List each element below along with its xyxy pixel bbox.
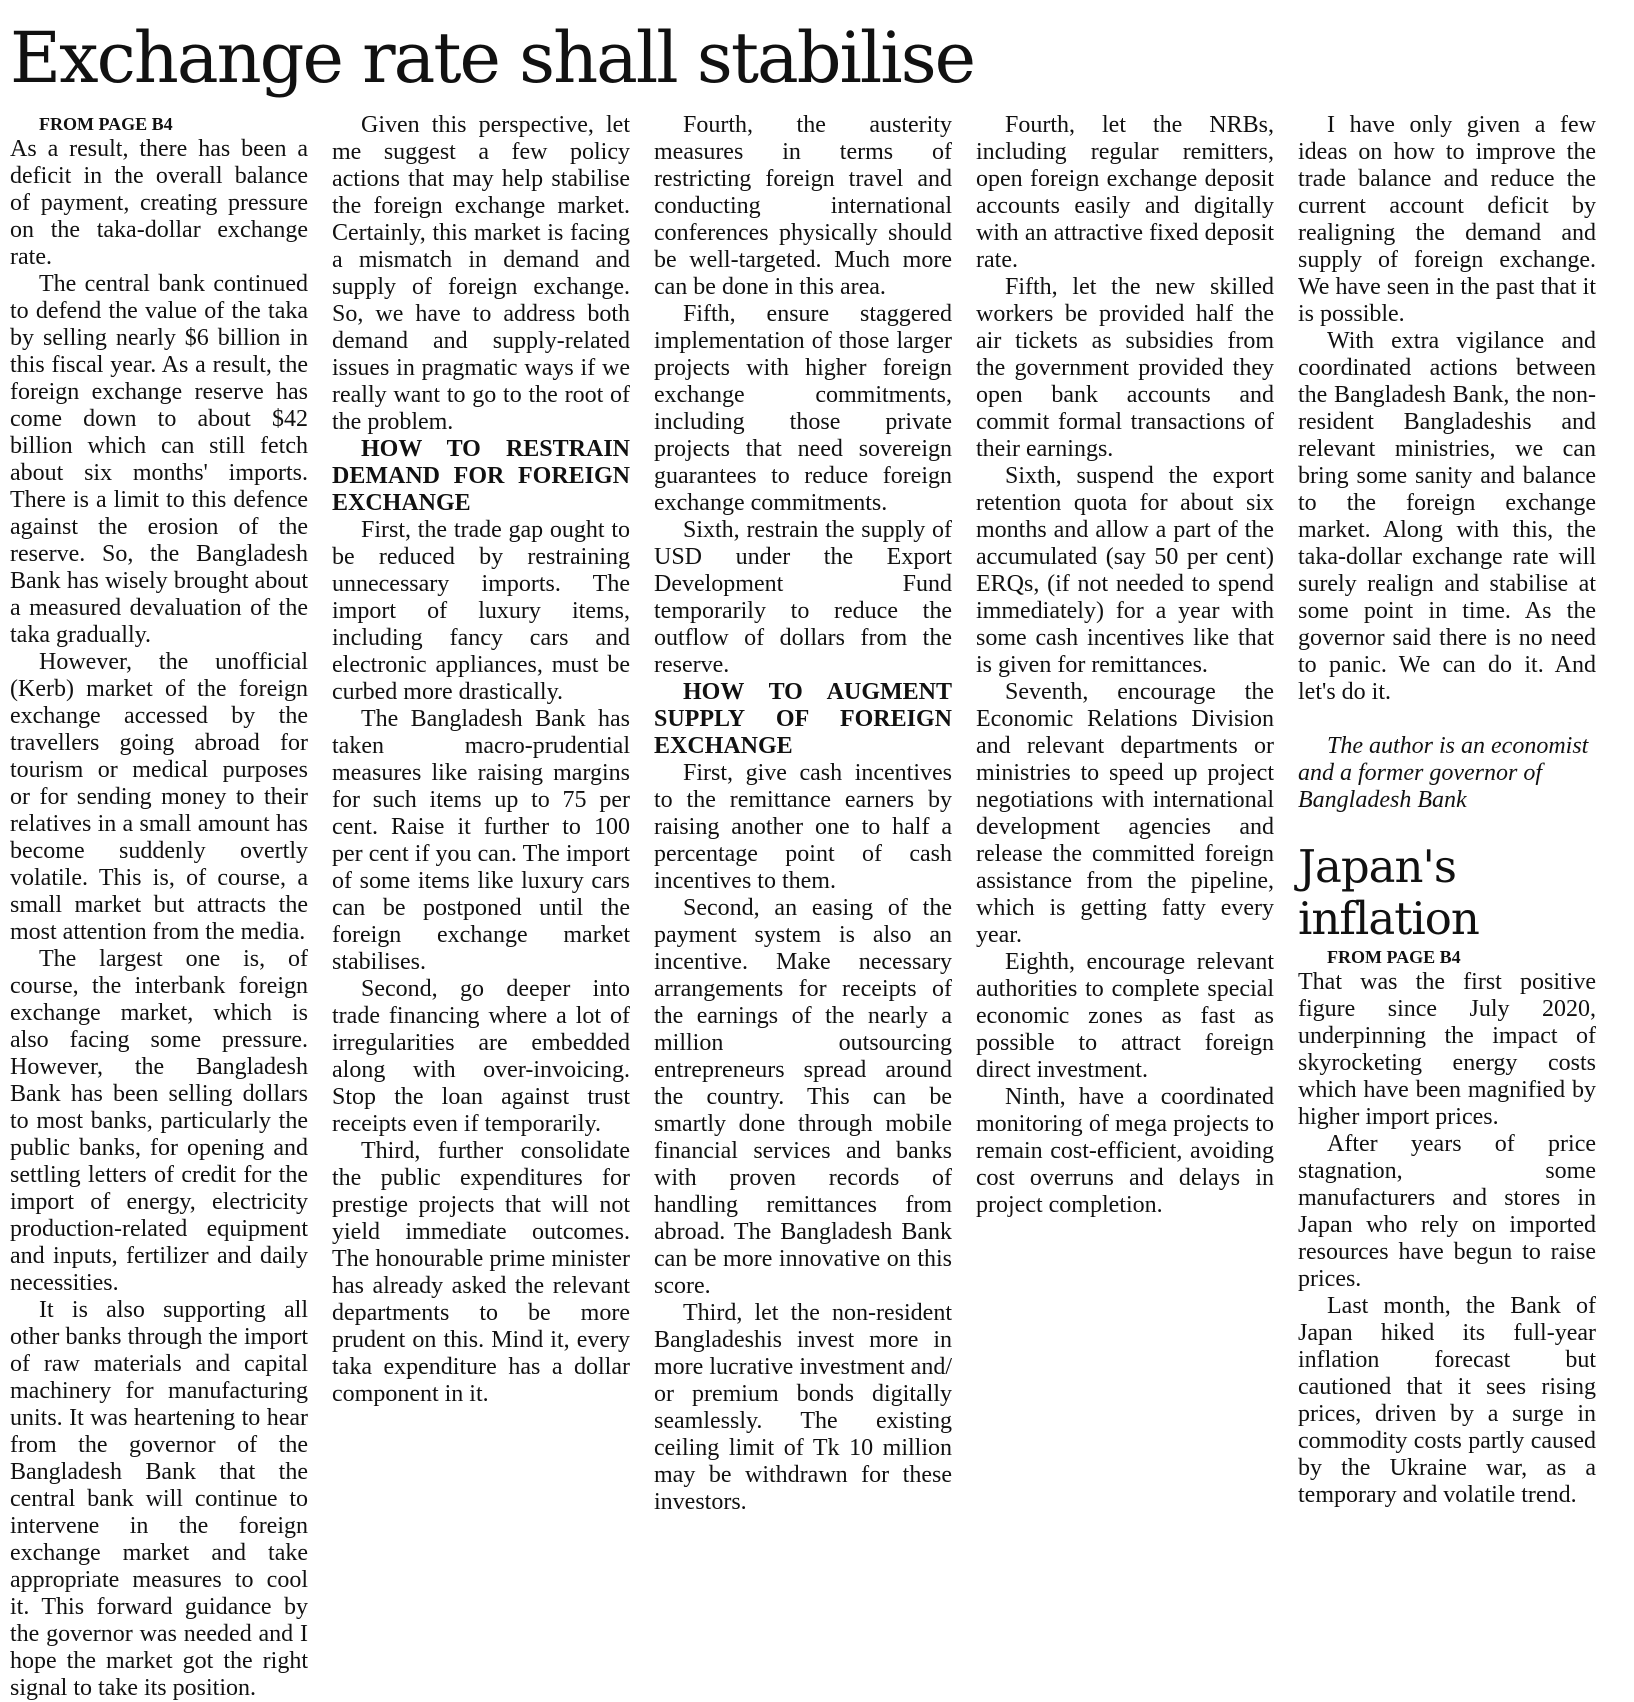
paragraph: It is also supporting all other banks through the import of raw materials and capital machinery for manufacturing units. It was heartening to hear from the governor of the Bangladesh Bank that the central bank will continue to intervene in the foreign exchange market and take appropriate measures to cool it. This forward guidance by the governor was needed and I hope the market got the right signal to take its position. xyxy=(10,1297,308,1701)
article-kicker: FROM PAGE B4 xyxy=(39,114,173,134)
paragraph: Sixth, restrain the supply of USD under the Export Development Fund temporarily to reduce the outflow of dollars from the reserve. xyxy=(654,517,952,678)
paragraph: Ninth, have a coordinated monitoring of mega projects to remain cost-efficient, avoiding cost overruns and delays in project completion. xyxy=(976,1084,1274,1218)
paragraph: Third, further consolidate the public expenditures for prestige projects that will not yield immediate outcomes. The honourable prime minister has already asked the relevant departments to be more prudent on this. Mind it, every taka expenditure has a dollar component in it. xyxy=(332,1138,630,1407)
paragraph: First, the trade gap ought to be reduced by restraining unnecessary imports. The import of luxury items, including fancy cars and electronic appliances, must be curbed more drastically. xyxy=(332,517,630,705)
column-2 xyxy=(332,112,630,1642)
paragraph: Fourth, let the NRBs, including regular remitters, open foreign exchange deposit accounts easily and digitally with an attractive fixed deposit rate. xyxy=(976,112,1274,273)
paragraph: The Bangladesh Bank has taken macro-prudential measures like raising margins for such items up to 75 per cent. Raise it further to 100 per cent if you can. The import of some items like luxury cars can be postponed until the foreign exchange market stabilises. xyxy=(332,706,630,975)
paragraph: Sixth, suspend the export retention quota for about six months and allow a part of the accumulated (say 50 per cent) ERQs, (if not needed to spend immediately) for a year with some cash incentives like that is given for remittances. xyxy=(976,463,1274,678)
paragraph: I have only given a few ideas on how to improve the trade balance and reduce the current account deficit by realigning the demand and supply of foreign exchange. We have seen in the past that it is possible. xyxy=(1298,112,1596,327)
spacer xyxy=(1298,706,1596,733)
spacer xyxy=(1298,814,1596,841)
paragraph: However, the unofficial (Kerb) market of the foreign exchange accessed by the travellers going abroad for tourism or medical purposes or for sending money to their relatives in a small amount has become suddenly overtly volatile. This is, of course, a small market but attracts the most attention from the media. xyxy=(10,649,308,945)
paragraph: Second, an easing of the payment system is also an incentive. Make necessary arrangements for receipts of the earnings of the nearly a million outsourcing entrepreneurs spread around the country. This can be smartly done through mobile financial services and banks with proven records of handling remittances from abroad. The Bangladesh Bank can be more innovative on this score. xyxy=(654,895,952,1299)
column-5 xyxy=(1298,112,1596,1642)
paragraph: That was the first positive figure since July 2020, underpinning the impact of skyrocketing energy costs which have been magnified by higher import prices. xyxy=(1298,969,1596,1130)
paragraph: Fifth, ensure staggered implementation of those larger projects with higher foreign exchange commitments, including those private projects that need sovereign guarantees to reduce foreign exchange commitments. xyxy=(654,301,952,516)
paragraph: Last month, the Bank of Japan hiked its full-year inflation forecast but cautioned that it sees rising prices, driven by a surge in commodity costs partly caused by the Ukraine war, as a temporary and volatile trend. xyxy=(1298,1293,1596,1508)
paragraph: With extra vigilance and coordinated actions between the Bangladesh Bank, the non-resident Bangladeshis and relevant ministries, we can bring some sanity and balance to the foreign exchange market. Along with this, the taka-dollar exchange rate will surely realign and stabilise at some point in time. As the governor said there is no need to panic. We can do it. And let's do it. xyxy=(1298,328,1596,705)
paragraph: Given this perspective, let me suggest a few policy actions that may help stabilise the foreign exchange market. Certainly, this market is facing a mismatch in demand and supply of foreign exchange. So, we have to address both demand and supply-related issues in pragmatic ways if we really want to go to the root of the problem. xyxy=(332,112,630,435)
column-3 xyxy=(654,112,952,1642)
subhead-restrain-demand: HOW TO RESTRAIN DEMAND FOR FOREIGN EXCHANGE xyxy=(332,436,630,516)
article-headline: Exchange rate shall stabilise xyxy=(10,17,975,99)
paragraph: First, give cash incentives to the remittance earners by raising another one to half a percentage point of cash incentives to them. xyxy=(654,760,952,894)
paragraph: Fifth, let the new skilled workers be provided half the air tickets as subsidies from the government provided they open bank accounts and commit formal transactions of their earnings. xyxy=(976,274,1274,462)
paragraph: The central bank continued to defend the value of the taka by selling nearly $6 billion in this fiscal year. As a result, the foreign exchange reserve has come down to about $42 billion which can still fetch about six months' imports. There is a limit to this defence against the erosion of the reserve. So, the Bangladesh Bank has wisely brought about a measured devaluation of the taka gradually. xyxy=(10,271,308,648)
subhead-augment-supply: HOW TO AUGMENT SUPPLY OF FOREIGN EXCHANGE xyxy=(654,679,952,759)
article2-kicker: FROM PAGE B4 xyxy=(1327,947,1461,967)
article2-headline: Japan's inflation xyxy=(1298,840,1479,945)
paragraph: After years of price stagnation, some manufacturers and stores in Japan who rely on imported resources have begun to raise prices. xyxy=(1298,1131,1596,1292)
paragraph: Third, let the non-resident Bangladeshis invest more in more lucrative investment and/ or premium bonds digitally seamlessly. The existing ceiling limit of Tk 10 million may be withdrawn for these investors. xyxy=(654,1300,952,1515)
author-byline: The author is an economist and a former governor of Bangladesh Bank xyxy=(1298,733,1589,813)
paragraph: Second, go deeper into trade financing where a lot of irregularities are embedded along with over-invoicing. Stop the loan against trust receipts even if temporarily. xyxy=(332,976,630,1137)
paragraph: As a result, there has been a deficit in the overall balance of payment, creating pressure on the taka-dollar exchange rate. xyxy=(10,136,308,270)
paragraph: Eighth, encourage relevant authorities to complete special economic zones as fast as possible to attract foreign direct investment. xyxy=(976,949,1274,1083)
paragraph: Seventh, encourage the Economic Relations Division and relevant departments or ministries to speed up project negotiations with international development agencies and release the committed foreign assistance from the pipeline, which is getting fatty every year. xyxy=(976,679,1274,948)
column-1 xyxy=(10,112,308,1701)
paragraph: The largest one is, of course, the interbank foreign exchange market, which is also facing some pressure. However, the Bangladesh Bank has been selling dollars to most banks, particularly the public banks, for opening and settling letters of credit for the import of energy, electricity production-related equipment and inputs, fertilizer and daily necessities. xyxy=(10,946,308,1296)
column-4 xyxy=(976,112,1274,1642)
paragraph: Fourth, the austerity measures in terms of restricting foreign travel and conducting international conferences physically should be well-targeted. Much more can be done in this area. xyxy=(654,112,952,300)
